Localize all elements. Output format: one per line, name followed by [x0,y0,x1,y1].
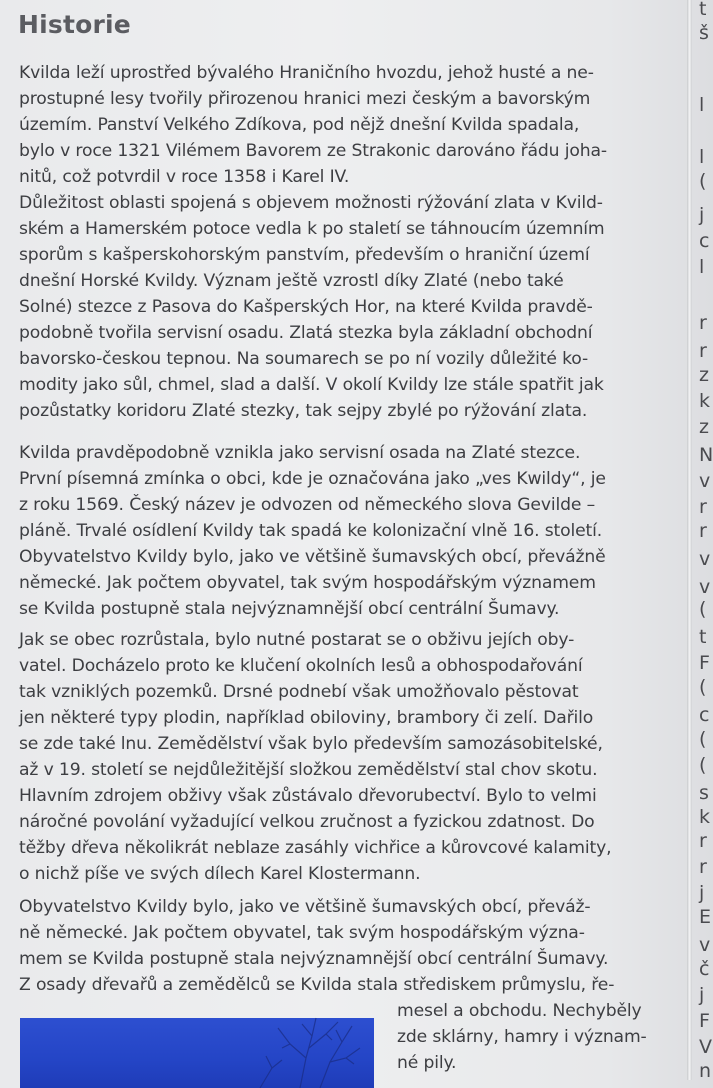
text-line: bavorsko-českou tepnou. Na soumarech se po ní vozily důležité ko- [19,349,588,369]
neighbor-letter: v [699,470,711,492]
neighbor-letter: z [699,364,709,386]
text-line: sporům s kašperskohorským panstvím, především o hraniční území [19,245,590,265]
neighbor-letter: r [699,520,707,542]
text-line: těžby dřeva několikrát neblaze zasáhly vichřice a kůrovcové kalamity, [19,838,612,858]
neighbor-letter: j [699,882,705,904]
panel-divider [687,0,692,1080]
text-line: né pily. [397,1053,457,1073]
text-line: jen některé typy plodin, například obiloviny, brambory či zelí. Dařilo [19,708,594,728]
text-line: Obyvatelstvo Kvildy bylo, jako ve většině šumavských obcí, převážně [19,547,606,567]
text-line: prostupné lesy tvořily přirozenou hranici mezi českým a bavorským [19,89,591,109]
paragraph-3 [19,440,659,622]
text-line: Hlavním zdrojem obživy však zůstávalo dřevorubectví. Bylo to velmi [19,786,597,806]
neighbor-letter: k [699,390,711,412]
text-line: z roku 1569. Český název je odvozen od německého slova Gevilde – [19,495,596,515]
neighbor-letter: F [699,652,710,674]
neighbor-letter: r [699,312,707,334]
text-line: bylo v roce 1321 Vilémem Bavorem ze Strakonic darováno řádu joha- [19,141,607,161]
text-line: Kvilda leží uprostřed bývalého Hraničního hvozdu, jehož husté a ne- [19,63,594,83]
paragraph-4 [19,627,659,887]
text-line: tak vzniklých pozemků. Drsné podnebí však umožňovalo pěstovat [19,682,579,702]
paragraph-1 [19,60,659,190]
neighbor-letter: ( [699,170,707,192]
text-line: Jak se obec rozrůstala, bylo nutné postarat se o obživu jejích oby- [19,630,575,650]
tree-branches-graphic [20,1018,374,1088]
text-line: Z osady dřevařů a zemědělců se Kvilda stala střediskem průmyslu, ře- [19,975,615,995]
text-line: se zde také lnu. Zemědělství však bylo především samozásobitelské, [19,734,603,754]
text-line: náročné povolání vyžadující velkou zručnost a fyzickou zdatnost. Do [19,812,595,832]
text-line: pozůstatky koridoru Zlaté stezky, tak sejpy zbylé po rýžování zlata. [19,401,588,421]
text-line: Kvilda pravděpodobně vznikla jako servisní osada na Zlaté stezce. [19,443,581,463]
neighbor-letter: t [699,0,707,20]
text-line: o nichž píše ve svých dílech Karel Klostermann. [19,864,421,884]
neighbor-letter: ( [699,676,707,698]
neighbor-letter: č [699,958,710,980]
text-line: Solné) stezce z Pasova do Kašperských Hor, na které Kvilda pravdě- [19,297,593,317]
neighbor-letter: ( [699,598,707,620]
neighbor-letter: l [699,256,705,278]
neighbor-letter: v [699,576,711,598]
neighbor-letter: l [699,94,705,116]
text-line: mem se Kvilda postupně stala nejvýznamnější obcí centrální Šumavy. [19,949,609,969]
neighbor-letter: ( [699,728,707,750]
text-line: mesel a obchodu. Nechyběly [397,1001,642,1021]
neighbor-letter: r [699,856,707,878]
neighbor-letter: E [699,906,712,928]
neighbor-letter: z [699,416,709,438]
text-line: zde sklárny, hamry i význam- [397,1027,647,1047]
neighbor-letter: V [699,1036,712,1058]
neighbor-letter: N [699,444,713,466]
neighbor-letter: c [699,230,710,252]
paragraph-2 [19,190,659,424]
paragraph-5 [19,894,659,998]
text-line: modity jako sůl, chmel, slad a další. V okolí Kvildy lze stále spatřit jak [19,375,604,395]
text-line: územím. Panství Velkého Zdíkova, pod nějž dnešní Kvilda spadala, [19,115,580,135]
neighbor-letter: n [699,1060,712,1082]
text-line: až v 19. století se nejdůležitější složkou zemědělství stal chov skotu. [19,760,598,780]
landscape-photo [20,1018,374,1088]
neighbor-letter: r [699,496,707,518]
neighbor-letter: j [699,204,705,226]
text-line: ně německé. Jak počtem obyvatel, tak svým hospodářským význa- [19,923,585,943]
text-line: se Kvilda postupně stala nejvýznamnější obcí centrální Šumavy. [19,599,560,619]
text-line: dnešní Horské Kvildy. Význam ještě vzrostl díky Zlaté (nebo také [19,271,564,291]
neighbor-letter: r [699,340,707,362]
neighbor-letter: š [699,22,709,44]
text-line: pláně. Trvalé osídlení Kvildy tak spadá ke kolonizační vlně 16. století. [19,521,603,541]
neighbor-letter: v [699,548,711,570]
section-heading: Historie [18,10,131,39]
neighbor-letter: k [699,806,711,828]
neighbor-panel-edge [697,0,711,1080]
text-line: vatel. Docházelo proto ke klučení okolních lesů a obhospodařování [19,656,583,676]
neighbor-letter: j [699,984,705,1006]
neighbor-letter: l [699,146,705,168]
neighbor-letter: s [699,782,709,804]
neighbor-letter: v [699,934,711,956]
paragraph-5-continuation [397,998,647,1076]
text-line: Obyvatelstvo Kvildy bylo, jako ve většině šumavských obcí, převáž- [19,897,591,917]
neighbor-letter: c [699,704,710,726]
text-line: ském a Hamerském potoce vedla k po staletí se táhnoucím územním [19,219,605,239]
text-line: nitů, což potvrdil v roce 1358 i Karel IV. [19,167,350,187]
text-line: německé. Jak počtem obyvatel, tak svým hospodářským významem [19,573,596,593]
neighbor-letter: r [699,830,707,852]
neighbor-letter: F [699,1010,710,1032]
neighbor-letter: t [699,626,707,648]
neighbor-letter: ( [699,754,707,776]
text-line: podobně tvořila servisní osadu. Zlatá stezka byla základní obchodní [19,323,593,343]
text-line: První písemná zmínka o obci, kde je označována jako „ves Kwildy“, je [19,469,606,489]
text-line: Důležitost oblasti spojená s objevem možnosti rýžování zlata v Kvild- [19,193,603,213]
